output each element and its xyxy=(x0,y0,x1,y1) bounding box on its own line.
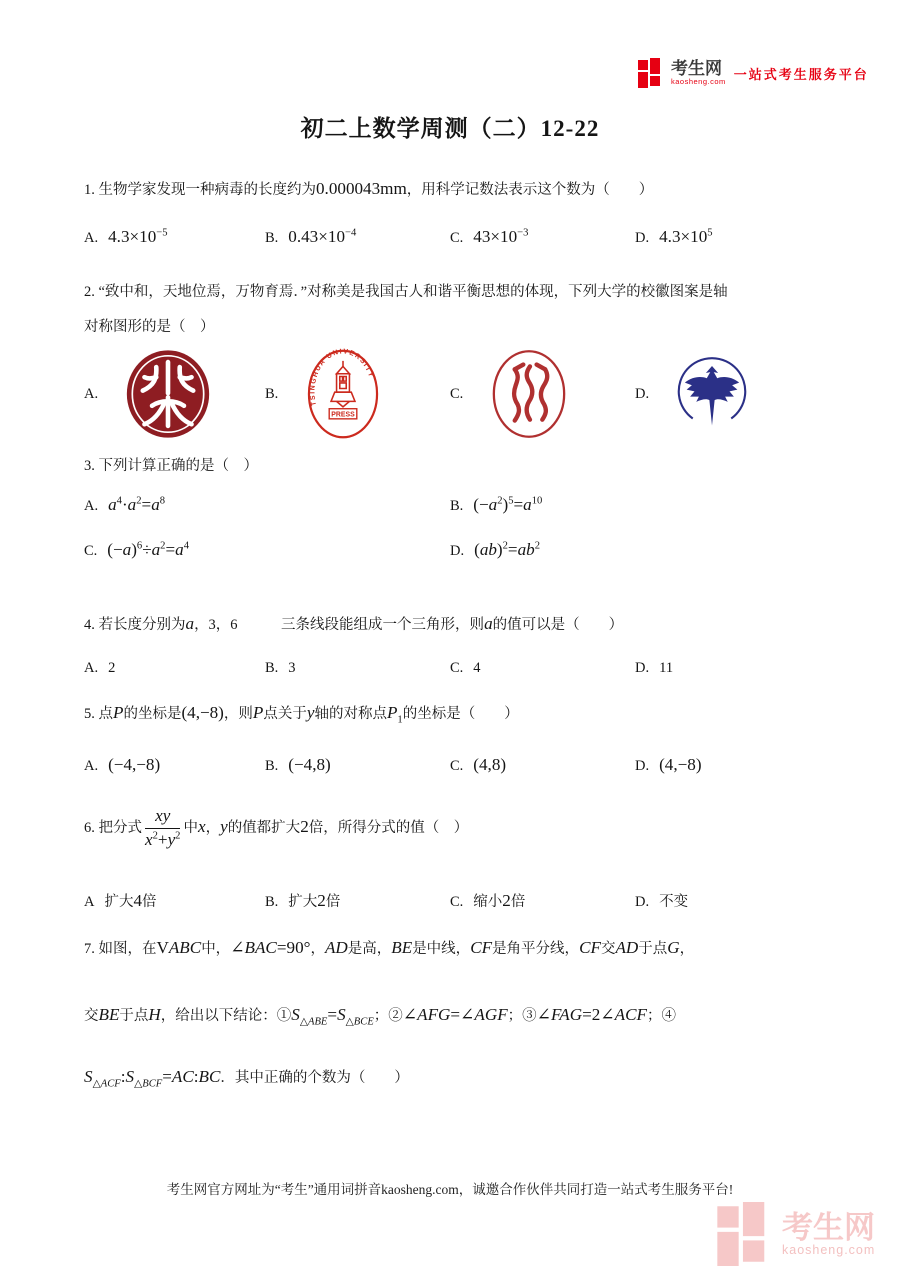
q5-option-c xyxy=(450,752,635,779)
q5-option-d xyxy=(635,752,826,779)
option-label: C. xyxy=(84,542,98,559)
option-value: $43\times 10^{-3}$ xyxy=(473,227,529,246)
option-value: 3 xyxy=(288,660,296,676)
logo-tagline: 一站式考生服务平台 xyxy=(733,66,869,82)
q5-option-a xyxy=(84,752,265,779)
q2-option-d xyxy=(635,350,826,438)
option-label: D. xyxy=(450,542,465,559)
option-label: C. xyxy=(450,894,464,910)
page-title: 初二上数学周测（二）12-22 xyxy=(300,116,600,141)
option-value: 11 xyxy=(659,660,674,676)
option-label: C. xyxy=(450,758,464,774)
question-5-options xyxy=(84,752,826,779)
option-label: A. xyxy=(84,758,99,774)
three-rivers-logo-icon xyxy=(491,348,567,440)
option-label: B. xyxy=(265,230,279,246)
q2-option-a xyxy=(84,349,265,439)
option-value: 2 xyxy=(108,660,116,676)
q3-option-a xyxy=(84,492,450,519)
option-label: A. xyxy=(84,498,99,514)
q4-option-b xyxy=(265,657,450,679)
option-value: $a^4\cdot a^2=a^8$ xyxy=(108,495,166,514)
option-label: D. xyxy=(635,230,650,246)
option-value: $4.3\times 10^5$ xyxy=(659,227,713,246)
question-1-options xyxy=(84,224,826,251)
stamp-arc-text: TSINGHUA UNIVERSITY xyxy=(309,348,375,407)
watermark-domain: kaosheng.com xyxy=(782,1242,876,1257)
kaosheng-logo-icon xyxy=(638,58,663,88)
option-label: A. xyxy=(84,660,99,676)
q4-option-c xyxy=(450,657,635,679)
q1-option-a xyxy=(84,224,265,251)
q2-option-b xyxy=(265,348,450,440)
q4-option-a xyxy=(84,657,265,679)
q4-option-d xyxy=(635,657,826,679)
option-label: C. xyxy=(450,660,464,676)
q2-option-c xyxy=(450,348,635,440)
question-7-line1: 7. 如图，在VABC中，∠BAC=90°，AD是高，BE是中线，CF是角平分线，CF交AD于点G， xyxy=(84,938,695,957)
q5-option-b xyxy=(265,752,450,779)
option-value: 扩大4倍 xyxy=(104,891,157,910)
question-1-text: 1. 生物学家发现一种病毒的长度约为0.000043mm，用科学记数法表示这个数为（ ） xyxy=(84,179,654,198)
option-label: A. xyxy=(84,230,99,246)
tsinghua-press-stamp-icon xyxy=(306,348,380,440)
option-value: (−4,−8) xyxy=(108,755,161,774)
option-label: D. xyxy=(635,894,650,910)
option-label: B. xyxy=(265,758,279,774)
option-label: C. xyxy=(450,385,464,402)
option-label: C. xyxy=(450,230,464,246)
option-value: 不变 xyxy=(659,894,689,910)
question-3-options xyxy=(84,492,826,563)
option-value: $(ab)^2=ab^2$ xyxy=(474,539,540,559)
question-3-text: 3. 下列计算正确的是（ ） xyxy=(84,458,258,474)
option-label: B. xyxy=(450,498,464,514)
option-value: $(-a)^6\div a^2=a^4$ xyxy=(107,539,189,559)
question-2-options xyxy=(84,346,826,442)
question-2-line2: 对称图形的是（ ） xyxy=(84,319,215,335)
question-7-line3: $S_{\triangle ACF}:S_{\triangle BCF}=AC:BC$．其中正确的个数为（ ） xyxy=(84,1067,409,1090)
question-4-text: 4. 若长度分别为a，3，6 三条线段能组成一个三角形，则a的值可以是（ ） xyxy=(84,614,624,633)
watermark-text xyxy=(782,1209,876,1257)
kaosheng-watermark xyxy=(716,1202,875,1266)
footer-text: 考生网官方网址为“考生”通用词拼音kaosheng.com，诚邀合作伙伴共同打造一站式考生服务平台! xyxy=(166,1182,734,1197)
eagle-logo-icon xyxy=(677,350,747,438)
option-value: 4 xyxy=(473,660,481,676)
option-value: 扩大2倍 xyxy=(288,891,341,910)
option-value: $4.3\times 10^{-5}$ xyxy=(108,227,168,246)
option-label: B. xyxy=(265,660,279,676)
question-6-text: 6. 把分式 $\frac{xy}{x^2+y^2}$ 中x，y的值都扩大2倍，所得分式的值（ ） xyxy=(84,806,469,849)
option-label: D. xyxy=(635,758,650,774)
question-6-options xyxy=(84,888,826,915)
option-value: $(-a^2)^5=a^{10}$ xyxy=(473,495,543,514)
logo-domain: kaosheng.com xyxy=(671,77,726,86)
option-label: D. xyxy=(635,660,650,676)
stamp-press-text: PRESS xyxy=(331,411,355,419)
option-value: $0.43\times 10^{-4}$ xyxy=(288,227,357,246)
q3-option-d xyxy=(450,537,826,564)
option-label: A xyxy=(84,894,95,910)
q1-option-b xyxy=(265,224,450,251)
q3-option-c xyxy=(84,537,450,564)
option-label: B. xyxy=(265,894,279,910)
q1-option-d xyxy=(635,224,826,251)
question-7-line2: 交BE于点H，给出以下结论：$①S_{\triangle ABE}=S_{\triangle BCE}$；②∠AFG=∠AGF；③∠FAG=2∠ACF；④ xyxy=(84,1005,676,1028)
option-value: (−4,8) xyxy=(288,755,331,774)
q6-option-d xyxy=(635,891,826,913)
option-label: B. xyxy=(265,385,279,402)
peking-university-logo-icon xyxy=(126,349,210,439)
watermark-name: 考生网 xyxy=(782,1209,875,1245)
question-2-line1: 2. “致中和，天地位焉，万物育焉．”对称美是我国古人和谐平衡思想的体现，下列大学的校徽图案是轴 xyxy=(84,284,728,300)
option-value: (4,−8) xyxy=(659,755,702,774)
q6-option-b xyxy=(265,888,450,915)
option-value: (4,8) xyxy=(473,755,507,774)
q1-option-c xyxy=(450,224,635,251)
question-5-text: 5. 点P的坐标是(4,−8)，则P点关于y轴的对称点$P_1$的坐标是（ ） xyxy=(84,703,519,726)
logo-name: 考生网 xyxy=(671,59,722,78)
kaosheng-logo-text xyxy=(671,60,726,86)
question-4-options xyxy=(84,657,826,679)
q6-option-a xyxy=(84,888,265,915)
watermark-logo-icon xyxy=(716,1202,772,1266)
option-label: A. xyxy=(84,385,99,402)
option-label: D. xyxy=(635,385,650,402)
option-value: 缩小2倍 xyxy=(473,891,526,910)
kaosheng-header-logo xyxy=(638,58,869,88)
q3-option-b xyxy=(450,492,826,519)
q6-option-c xyxy=(450,888,635,915)
